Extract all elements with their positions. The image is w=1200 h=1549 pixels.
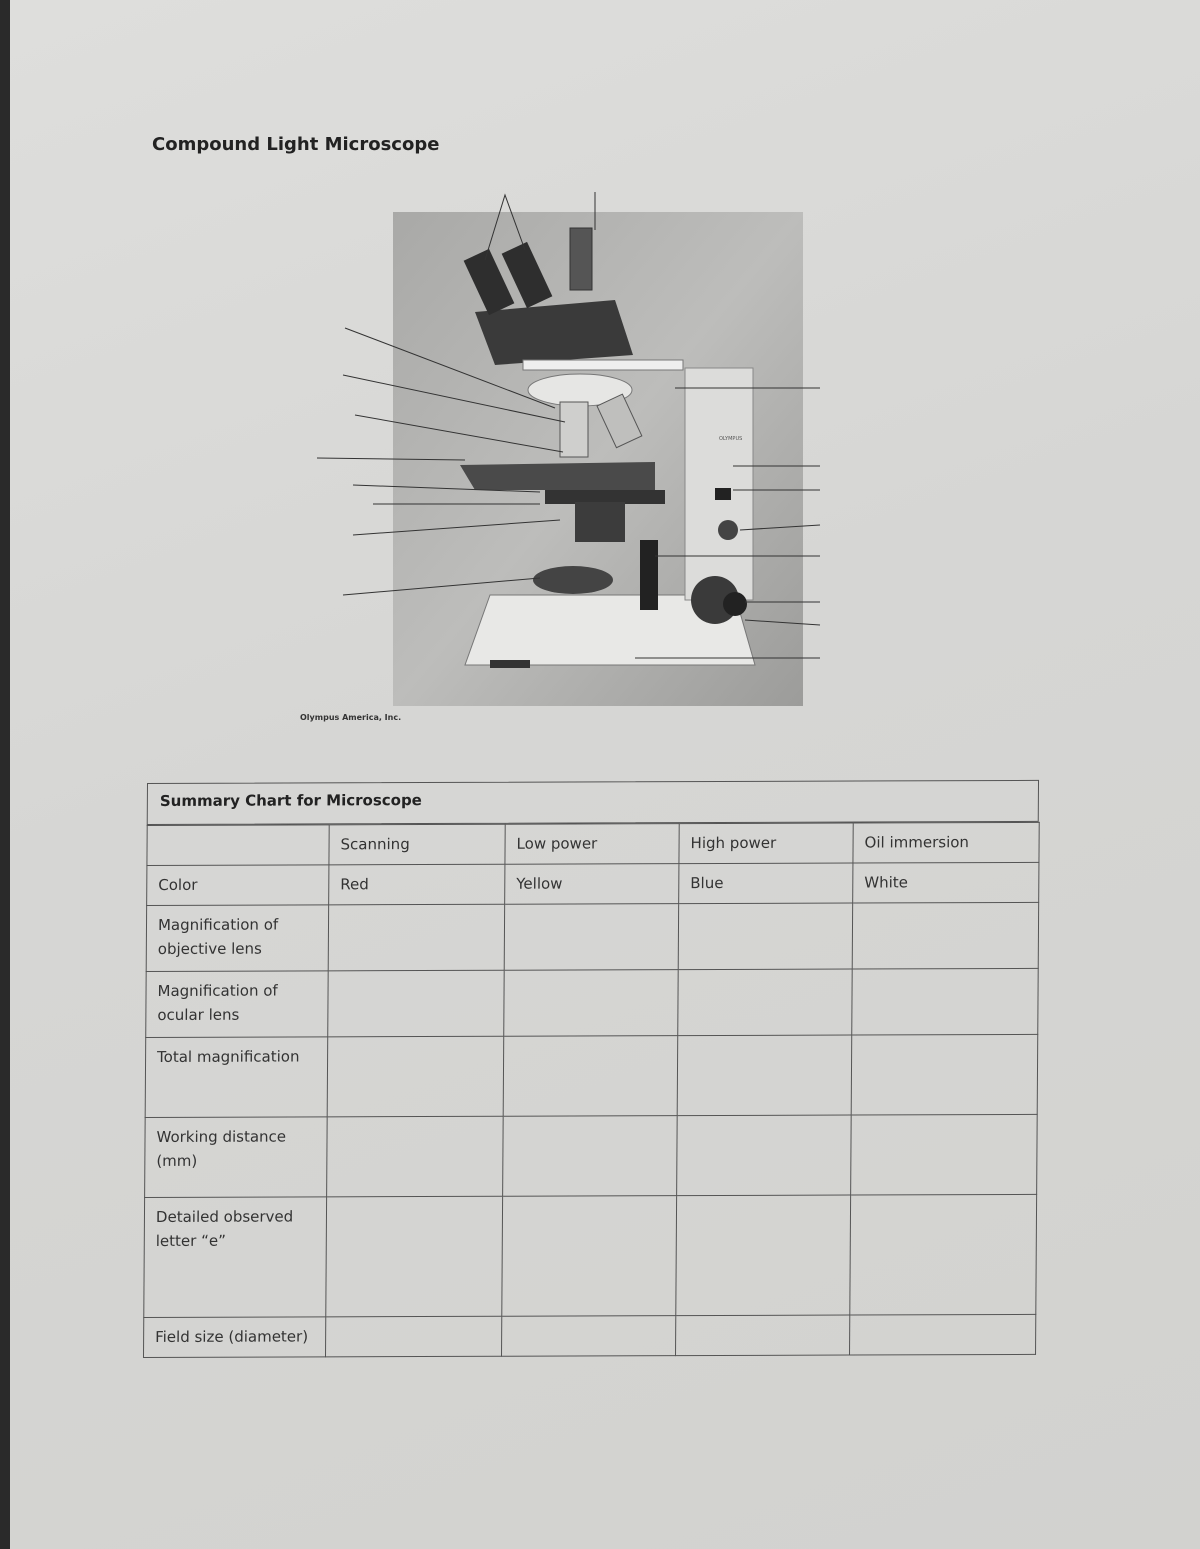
table-row: [147, 862, 1039, 905]
microscope-figure: [315, 190, 825, 710]
row-label: Magnification of ocular lens: [146, 971, 328, 1038]
table-cell[interactable]: [677, 1035, 852, 1116]
table-cell[interactable]: [325, 1316, 501, 1357]
table-row: [146, 902, 1038, 971]
table-cell[interactable]: [328, 904, 504, 971]
table-cell[interactable]: [850, 1194, 1037, 1315]
header-cell-oil-immersion: Oil immersion: [853, 822, 1039, 863]
header-cell-high-power: High power: [679, 823, 853, 864]
table-cell[interactable]: [327, 1036, 504, 1117]
table-cell[interactable]: Blue: [679, 863, 853, 904]
summary-chart-title: Summary Chart for Microscope: [147, 780, 1039, 825]
microscope-arm: [685, 368, 753, 600]
page-title: Compound Light Microscope: [152, 134, 440, 155]
microscope-stage: [460, 462, 655, 490]
table-cell[interactable]: [850, 1314, 1036, 1355]
header-row: [147, 822, 1039, 865]
table-row: [144, 1194, 1037, 1317]
table-cell[interactable]: Yellow: [505, 864, 679, 905]
table-cell[interactable]: White: [853, 862, 1039, 903]
objective-lens: [560, 402, 588, 457]
table-cell[interactable]: [677, 1115, 852, 1196]
table-cell[interactable]: [504, 904, 678, 971]
table-cell[interactable]: [503, 1116, 678, 1197]
header-cell-scanning: Scanning: [329, 824, 505, 865]
table-cell[interactable]: [851, 1114, 1038, 1195]
row-label: Magnification of objective lens: [146, 905, 328, 972]
figure-credit: Olympus America, Inc.: [300, 713, 402, 722]
paper-sheet: [10, 0, 1200, 1549]
table-cell[interactable]: [676, 1195, 851, 1316]
table-cell[interactable]: [852, 968, 1038, 1035]
row-label: Working distance (mm): [145, 1117, 328, 1198]
header-cell: [147, 825, 329, 866]
summary-chart: [143, 780, 1039, 1365]
table-cell[interactable]: [502, 1196, 677, 1317]
table-cell[interactable]: [326, 1196, 503, 1317]
header-cell-low-power: Low power: [505, 824, 679, 865]
table-cell[interactable]: [678, 903, 852, 970]
table-cell[interactable]: [501, 1316, 675, 1357]
table-cell[interactable]: Red: [329, 864, 505, 905]
table-cell[interactable]: [678, 969, 852, 1036]
table-cell[interactable]: [503, 1036, 678, 1117]
table-cell[interactable]: [504, 970, 678, 1037]
table-row: [145, 1114, 1038, 1197]
row-label: Detailed observed letter “e”: [144, 1197, 327, 1318]
row-label: Field size (diameter): [143, 1317, 325, 1358]
condenser: [575, 502, 625, 542]
table-cell[interactable]: [851, 1034, 1038, 1115]
table-row: [145, 1034, 1038, 1117]
light-source: [533, 566, 613, 594]
table-cell[interactable]: [327, 1116, 504, 1197]
microscope-illustration: [315, 190, 825, 710]
microscope-badge: OLYMPUS: [719, 436, 743, 442]
row-label: Color: [147, 865, 329, 906]
camera-port: [570, 228, 592, 290]
table-cell[interactable]: [676, 1315, 850, 1356]
table-cell[interactable]: [852, 902, 1038, 969]
table-row: [146, 968, 1038, 1037]
row-label: Total magnification: [145, 1037, 328, 1118]
summary-table: [143, 822, 1040, 1358]
table-cell[interactable]: [328, 970, 504, 1037]
table-row: [143, 1314, 1035, 1357]
